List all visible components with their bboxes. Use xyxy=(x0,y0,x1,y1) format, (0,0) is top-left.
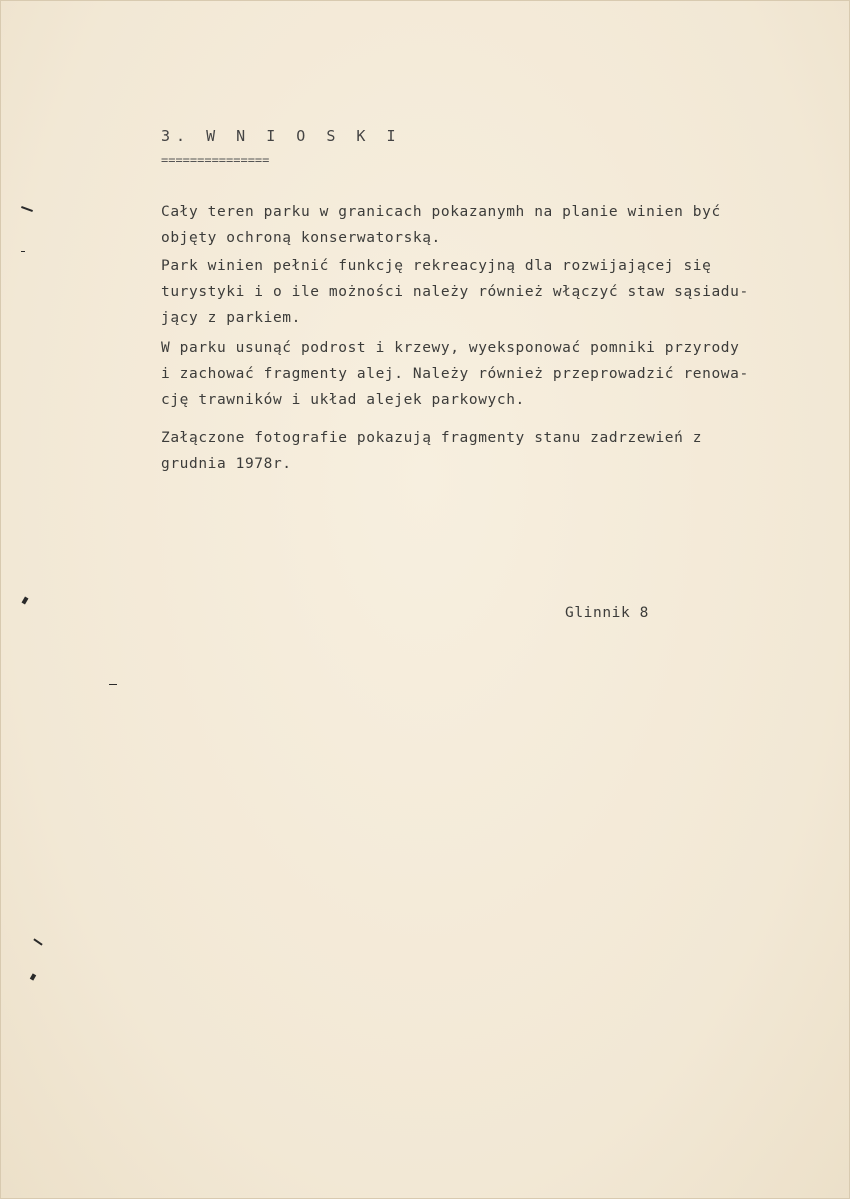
paragraph-line: i zachować fragmenty alej. Należy również przeprowadzić renowa- xyxy=(161,366,749,382)
scan-speck xyxy=(109,684,117,685)
paragraph-line: Załączone fotografie pokazują fragmenty stanu zadrzewień z xyxy=(161,430,703,446)
signature-location: Glinnik 8 xyxy=(565,605,649,621)
paragraph-1 xyxy=(161,199,831,251)
paragraph-line: grudnia 1978r. xyxy=(161,456,292,472)
paragraph-line: Park winien pełnić funkcję rekreacyjną dla rozwijającej się xyxy=(161,258,712,274)
paragraph-line: turystyki i o ile możności należy również włączyć staw sąsiadu- xyxy=(161,284,749,300)
scan-speck xyxy=(33,938,42,945)
paragraph-line: cję trawników i układ alejek parkowych. xyxy=(161,392,525,408)
paragraph-4 xyxy=(161,425,831,477)
scan-speck xyxy=(30,973,36,980)
scan-speck xyxy=(21,251,25,252)
paragraph-3 xyxy=(161,335,831,413)
heading-underline: =============== xyxy=(161,153,270,167)
section-heading: 3. W N I O S K I xyxy=(161,127,402,145)
paragraph-line: W parku usunąć podrost i krzewy, wyeksponować pomniki przyrody xyxy=(161,340,740,356)
paragraph-line: Cały teren parku w granicach pokazanymh na planie winien być xyxy=(161,204,721,220)
scan-speck xyxy=(21,206,33,212)
paragraph-line: objęty ochroną konserwatorską. xyxy=(161,230,441,246)
paragraph-line: jący z parkiem. xyxy=(161,310,301,326)
scan-speck xyxy=(22,596,29,604)
paragraph-2 xyxy=(161,253,831,331)
